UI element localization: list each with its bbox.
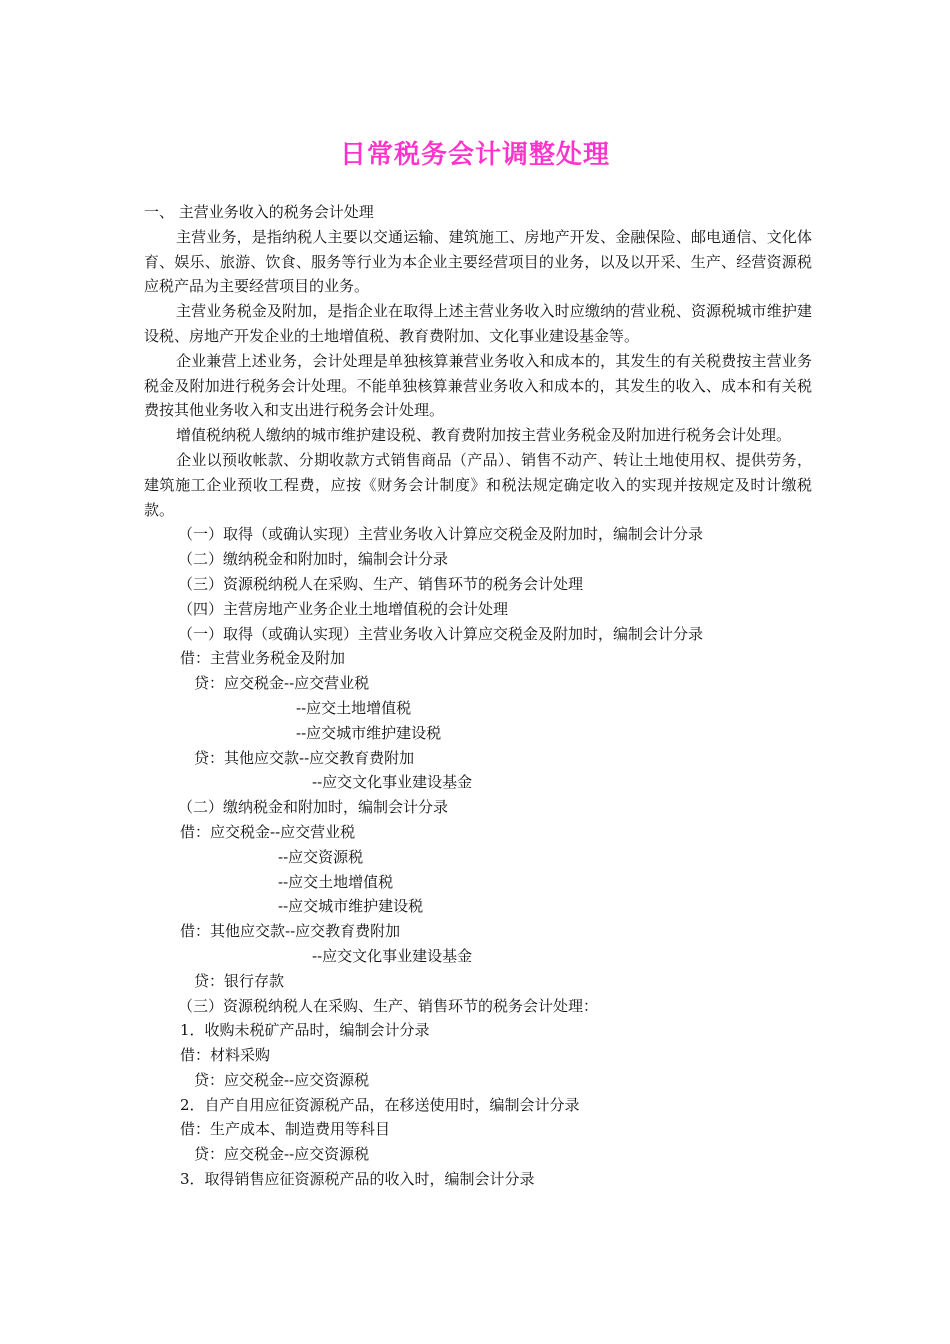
journal-sub-account: --应交文化事业建设基金 — [312, 773, 473, 792]
paragraph: 主营业务，是指纳税人主要以交通运输、建筑施工、房地产开发、金融保险、邮电通信、文化体育、娱乐、旅游、饮食、服务等行业为本企业主要经营项目的业务，以及以开采、生产、经营资源税应税产品为主要经营项目的业务。 — [144, 227, 812, 296]
paragraph: 增值税纳税人缴纳的城市维护建设税、教育费附加按主营业务税金及附加进行税务会计处理。 — [176, 426, 792, 445]
journal-sub-account: --应交城市维护建设税 — [278, 897, 424, 916]
journal-sub-account: --应交资源税 — [278, 847, 364, 866]
subsection-heading: （二）缴纳税金和附加时，编制会计分录 — [178, 798, 449, 817]
subsection-heading: （一）取得（或确认实现）主营业务收入计算应交税金及附加时，编制会计分录 — [178, 624, 704, 643]
journal-sub-account: --应交土地增值税 — [278, 872, 394, 891]
journal-sub-account: --应交城市维护建设税 — [296, 723, 442, 742]
document-body — [144, 200, 812, 1192]
paragraph: 企业以预收帐款、分期收款方式销售商品（产品）、销售不动产、转让土地使用权、提供劳务，建筑施工企业预收工程费，应按《财务会计制度》和税法规定确定收入的实现并按规定及时计缴税款。 — [144, 450, 812, 519]
journal-debit-line: 借：生产成本、制造费用等科目 — [180, 1120, 391, 1139]
journal-sub-account: --应交土地增值税 — [296, 698, 412, 717]
journal-credit-line: 贷：应交税金--应交营业税 — [194, 674, 370, 693]
journal-credit-line: 贷：其他应交款--应交教育费附加 — [194, 748, 415, 767]
subsection-heading: （四）主营房地产业务企业土地增值税的会计处理 — [178, 599, 509, 618]
journal-credit-line: 贷：应交税金--应交资源税 — [194, 1145, 370, 1164]
numbered-step: 3．取得销售应征资源税产品的收入时，编制会计分录 — [180, 1170, 535, 1189]
journal-debit-line: 借：主营业务税金及附加 — [180, 649, 346, 668]
paragraph: 主营业务税金及附加，是指企业在取得上述主营业务收入时应缴纳的营业税、资源税城市维护建设税、房地产开发企业的土地增值税、教育费附加、文化事业建设基金等。 — [144, 302, 812, 345]
journal-sub-account: --应交文化事业建设基金 — [312, 946, 473, 965]
subsection-heading: （一）取得（或确认实现）主营业务收入计算应交税金及附加时，编制会计分录 — [178, 525, 704, 544]
numbered-step: 1．收购未税矿产品时，编制会计分录 — [180, 1021, 430, 1040]
journal-debit-line: 借：应交税金--应交营业税 — [180, 822, 356, 841]
subsection-heading: （二）缴纳税金和附加时，编制会计分录 — [178, 550, 449, 569]
journal-credit-line: 贷：银行存款 — [194, 971, 285, 990]
journal-credit-line: 贷：应交税金--应交资源税 — [194, 1070, 370, 1089]
section-heading: 一、 主营业务收入的税务会计处理 — [144, 203, 374, 221]
numbered-step: 2．自产自用应征资源税产品，在移送使用时，编制会计分录 — [180, 1095, 580, 1114]
journal-debit-line: 借：材料采购 — [180, 1046, 271, 1065]
subsection-heading: （三）资源税纳税人在采购、生产、销售环节的税务会计处理： — [178, 996, 599, 1015]
paragraph: 企业兼营上述业务，会计处理是单独核算兼营业务收入和成本的，其发生的有关税费按主营业务税金及附加进行税务会计处理。不能单独核算兼营业务收入和成本的，其发生的收入、成本和有关税费按其他业务收入和支出进行税务会计处理。 — [144, 351, 812, 420]
document-title: 日常税务会计调整处理 — [339, 140, 610, 170]
journal-debit-line: 借：其他应交款--应交教育费附加 — [180, 922, 401, 941]
subsection-heading: （三）资源税纳税人在采购、生产、销售环节的税务会计处理 — [178, 574, 584, 593]
